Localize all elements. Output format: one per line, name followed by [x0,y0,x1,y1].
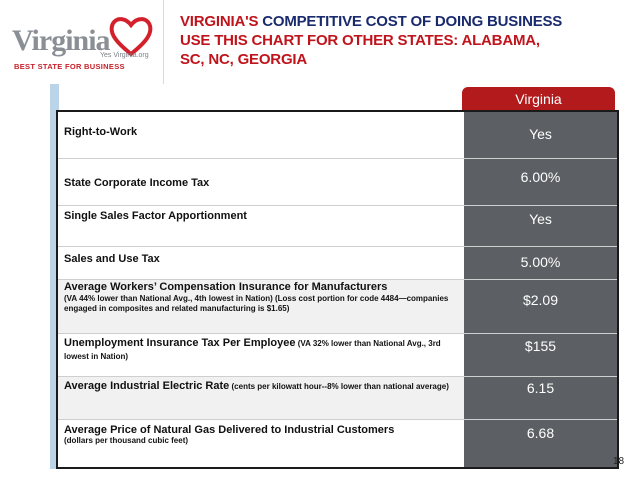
table-row [58,334,617,376]
virginia-column-header: Virginia [462,87,615,110]
table-row [58,377,617,419]
row-value: 6.00% [464,159,617,205]
row-value: Yes [464,206,617,246]
table-row [58,112,617,158]
row-label: Average Industrial Electric Rate (cents per kilowatt hour--8% lower than national average) [64,380,449,392]
row-value: 6.15 [464,377,617,419]
slide-title [180,12,620,69]
title-line-3: SC, NC, GEORGIA [180,51,308,68]
row-label: Right-to-Work [64,126,138,138]
row-value: Yes [464,112,617,158]
table-row [58,159,617,205]
row-value: $2.09 [464,280,617,333]
row-label: Sales and Use Tax [64,253,160,265]
row-label: Average Price of Natural Gas Delivered to Industrial Customers (dollars per thousand cubic feet) [64,424,395,445]
table-row [58,420,617,467]
row-label: Average Workers’ Compensation Insurance for Manufacturers (VA 44% lower than National Avg., 4th lowest in Nation) (Loss cost portion for code 4484—companies engaged in composites and related manufacturing is $1.65) [64,281,449,313]
title-red: VIRGINIA'S [180,13,263,30]
table-row [58,206,617,246]
title-line-2: USE THIS CHART FOR OTHER STATES: ALABAMA, [180,32,540,49]
row-value: $155 [464,334,617,376]
logo-tagline: BEST STATE FOR BUSINESS [14,62,125,71]
row-value: 6.68 [464,420,617,467]
row-label: Unemployment Insurance Tax Per Employee (VA 32% lower than National Avg., 3rd lowest in Nation) [64,337,441,361]
row-label: Single Sales Factor Apportionment [64,210,247,222]
table-row [58,247,617,279]
row-value: 5.00% [464,247,617,279]
virginia-logo [8,14,158,72]
title-blue: COMPETITIVE COST OF DOING BUSINESS [262,13,563,30]
cost-table [56,110,619,469]
header-divider [163,0,164,84]
row-label: State Corporate Income Tax [64,177,210,189]
page-number: 18 [613,456,625,467]
logo-wordmark: Virginia [12,24,110,57]
logo-url: Yes Virginia.org [100,52,149,59]
slide-header [0,0,638,84]
table-row [58,280,617,333]
